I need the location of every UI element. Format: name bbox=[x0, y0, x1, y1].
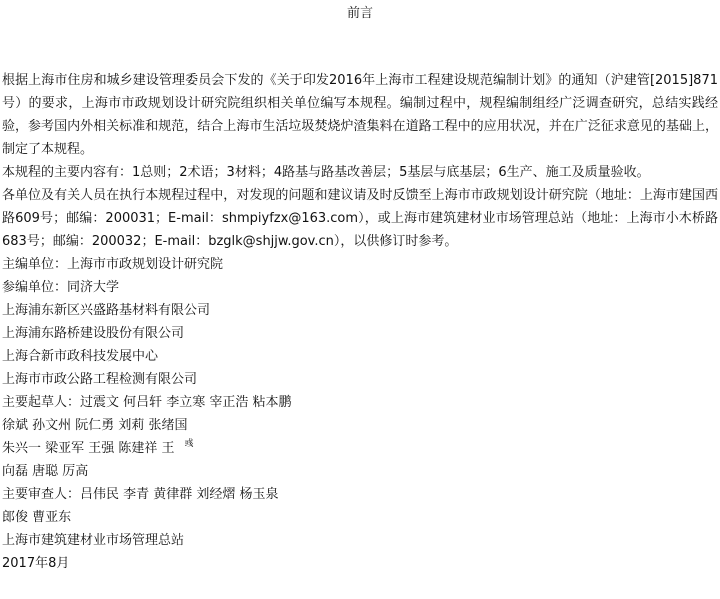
participating-unit-2: 上海浦东新区兴盛路基材料有限公司 bbox=[2, 303, 211, 318]
main-drafters-line-4: 向磊 唐聪 厉高 bbox=[2, 464, 89, 479]
issuing-authority: 上海市建筑建材业市场管理总站 bbox=[2, 533, 185, 548]
issue-date: 2017年8月 bbox=[2, 556, 70, 571]
main-drafters-line-1: 主要起草人：过震文 何吕轩 李立寒 宰正浩 粘本鹏 bbox=[2, 395, 292, 410]
main-reviewers-line-2: 郎俊 曹亚东 bbox=[2, 510, 72, 525]
chief-editor-unit: 主编单位：上海市市政规划设计研究院 bbox=[2, 257, 224, 272]
drafter-name-superscript: 彧 bbox=[184, 439, 194, 449]
document-body bbox=[2, 69, 718, 575]
contents-paragraph: 本规程的主要内容有：1总则；2术语；3材料；4路基与路基改善层；5基层与底基层；6生产、施工及质量验收。 bbox=[2, 165, 650, 180]
main-drafters-line-2: 徐斌 孙文州 阮仁勇 刘莉 张绪国 bbox=[2, 418, 188, 433]
main-drafters-line-3-text: 朱兴一 梁亚军 王强 陈建祥 王 bbox=[2, 441, 175, 456]
participating-unit-4: 上海合新市政科技发展中心 bbox=[2, 349, 159, 364]
page-title: 前言 bbox=[346, 6, 373, 21]
intro-paragraph: 根据上海市住房和城乡建设管理委员会下发的《关于印发2016年上海市工程建设规范编制计划》的通知（沪建管[2015]871号）的要求，上海市市政规划设计研究院组织相关单位编写本规程。编制过程中，规程编制组经广泛调查研究，总结实践经验，参考国内外相关标准和规范，结合上海市生活垃圾焚烧炉渣集料在道路工程中的应用状况，并在广泛征求意见的基础上，制定了本规程。 bbox=[2, 73, 718, 157]
feedback-paragraph: 各单位及有关人员在执行本规程过程中，对发现的问题和建议请及时反馈至上海市市政规划设计研究院（地址：上海市建国西路609号；邮编：200031；E-mail：shmpiyfzx@163.com），或上海市建筑建材业市场管理总站（地址：上海市小木桥路683号；邮编：200032；E-mail：bzglk@shjjw.gov.cn），以供修订时参考。 bbox=[2, 188, 718, 249]
participating-unit-1: 参编单位：同济大学 bbox=[2, 280, 120, 295]
participating-unit-3: 上海浦东路桥建设股份有限公司 bbox=[2, 326, 185, 341]
main-reviewers-line-1: 主要审查人：吕伟民 李青 黄律群 刘经熠 杨玉泉 bbox=[2, 487, 279, 502]
main-drafters-line-3 bbox=[2, 437, 718, 460]
participating-unit-5: 上海市市政公路工程检测有限公司 bbox=[2, 372, 198, 387]
